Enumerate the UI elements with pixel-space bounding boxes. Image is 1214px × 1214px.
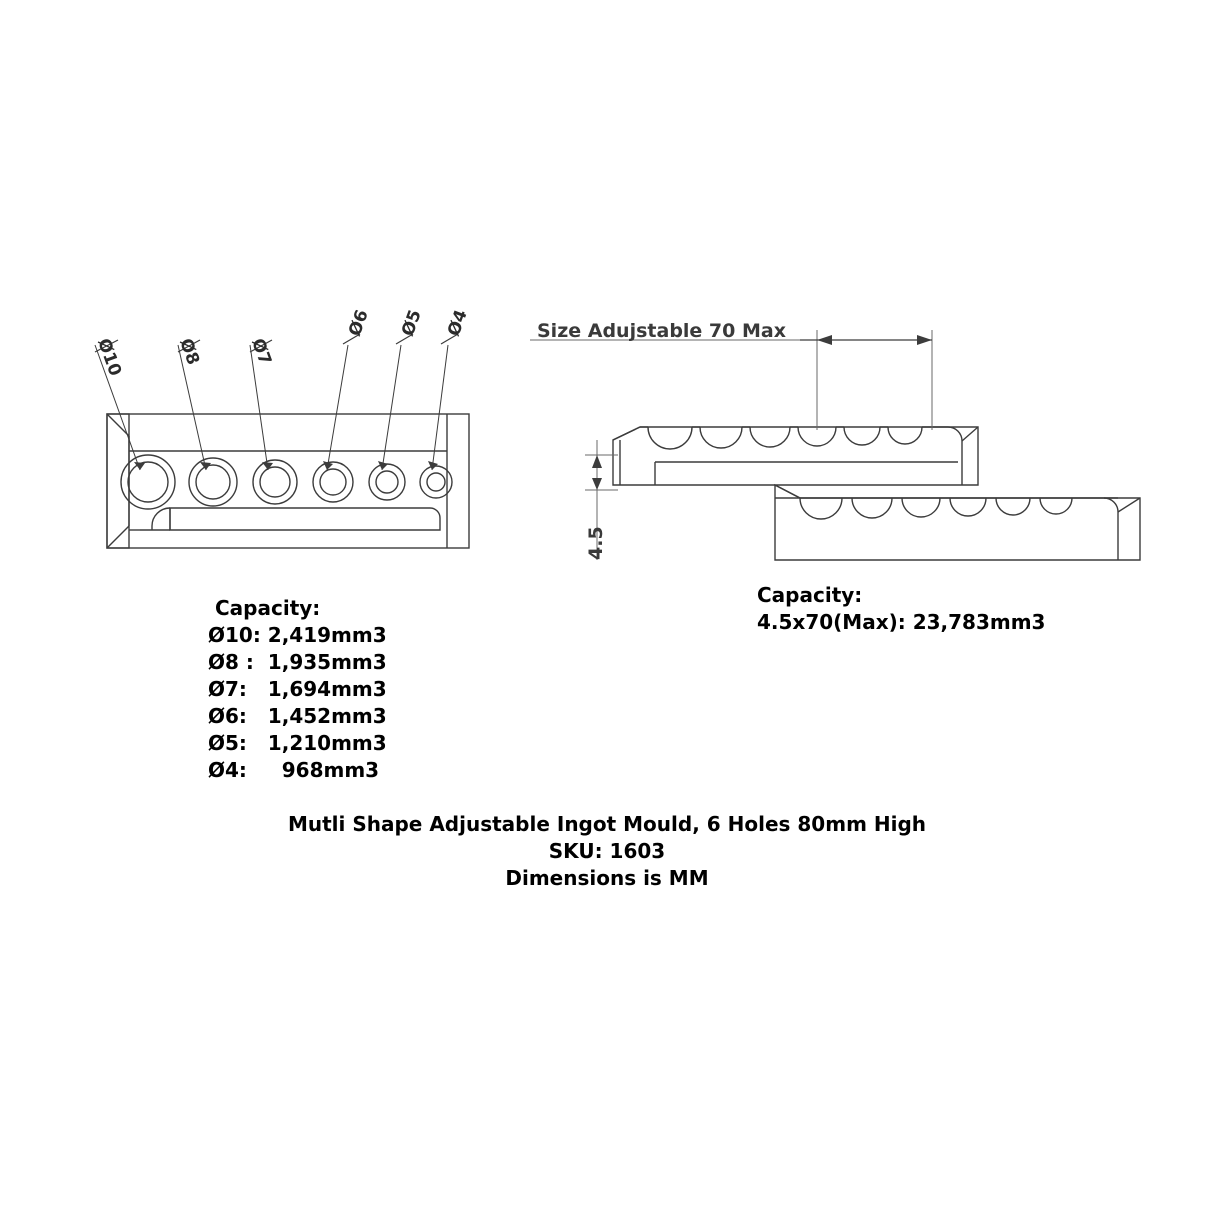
dimension-label-height-4-5: 4.5 <box>585 526 607 560</box>
leader-label-d7: Ø7 <box>247 336 275 368</box>
leader-label-d8: Ø8 <box>175 336 203 368</box>
capacity-left-row-3: Ø6: 1,452mm3 <box>208 704 387 728</box>
leader-label-d4: Ø4 <box>444 307 472 339</box>
capacity-left-row-5: Ø4: 968mm3 <box>208 758 380 782</box>
capacity-left-row-2: Ø7: 1,694mm3 <box>208 677 387 701</box>
capacity-left-row-1: Ø8 : 1,935mm3 <box>208 650 387 674</box>
capacity-left-row-4: Ø5: 1,210mm3 <box>208 731 387 755</box>
dimension-label-size-adjustable: Size Adujstable 70 Max <box>537 320 786 342</box>
right-view-front <box>530 330 1140 560</box>
leader-label-d5: Ø5 <box>398 307 426 339</box>
leader-label-d10: Ø10 <box>93 336 126 379</box>
drawing-units: Dimensions is MM <box>505 866 709 890</box>
capacity-left-heading: Capacity: <box>215 596 321 620</box>
capacity-left-row-0: Ø10: 2,419mm3 <box>208 623 387 647</box>
leader-label-d6: Ø6 <box>345 307 373 339</box>
capacity-right-heading: Capacity: <box>757 583 863 607</box>
left-view-top-plan <box>95 334 469 548</box>
drawing-title: Mutli Shape Adjustable Ingot Mould, 6 Holes 80mm High <box>287 812 927 836</box>
drawing-sku: SKU: 1603 <box>548 839 666 863</box>
capacity-right-row-0: 4.5x70(Max): 23,783mm3 <box>757 610 1046 634</box>
